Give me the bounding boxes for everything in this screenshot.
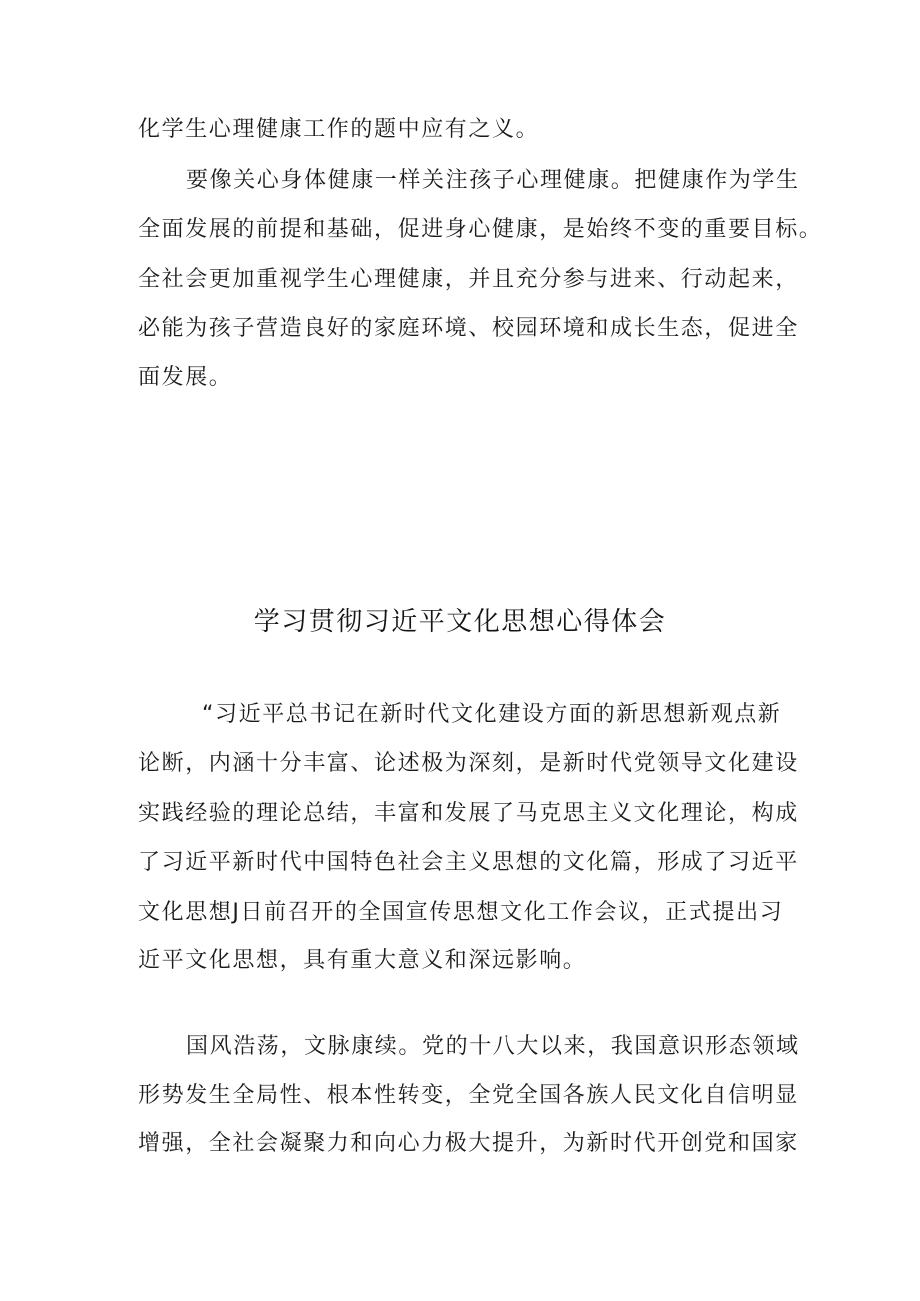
body-text-line: 实践经验的理论总结，丰富和发展了马克思主义文化理论，构成 — [138, 801, 799, 826]
body-text-line: 全面发展的前提和基础，促进身心健康，是始终不变的重要目标。 — [138, 217, 823, 242]
body-text-line: 文化思想J日前召开的全国宣传思想文化工作会议，正式提出习 — [138, 900, 784, 925]
body-text-line: 面发展。 — [138, 365, 233, 390]
article-title: 学习贯彻习近平文化思想心得体会 — [253, 607, 667, 637]
body-text-line: 增强，全社会凝聚力和向心力极大提升，为新时代开创党和国家 — [138, 1131, 799, 1156]
body-text-line: 论断，内涵十分丰富、论述极为深刻，是新时代党领导文化建设 — [138, 751, 799, 776]
body-text-line: “习近平总书记在新时代文化建设方面的新思想新观点新 — [202, 702, 782, 727]
body-text-line: 国风浩荡，文脉康续。党的十八大以来，我国意识形态领域 — [186, 1034, 800, 1059]
body-text-line: 全社会更加重视学生心理健康，并且充分参与进来、行动起来， — [138, 267, 799, 292]
body-text-line: 必能为孩子营造良好的家庭环境、校园环境和成长生态，促进全 — [138, 316, 799, 341]
body-text-line: 要像关心身体健康一样关注孩子心理健康。把健康作为学生 — [186, 168, 800, 193]
body-text-line: 近平文化思想，具有重大意义和深远影响。 — [138, 948, 587, 973]
body-text-line: 形势发生全局性、根本性转变，全党全国各族人民文化自信明显 — [138, 1083, 799, 1108]
body-text-line: 了习近平新时代中国特色社会主义思想的文化篇，形成了习近平 — [138, 850, 799, 875]
body-text-line: 化学生心理健康工作的题中应有之义。 — [138, 117, 540, 142]
